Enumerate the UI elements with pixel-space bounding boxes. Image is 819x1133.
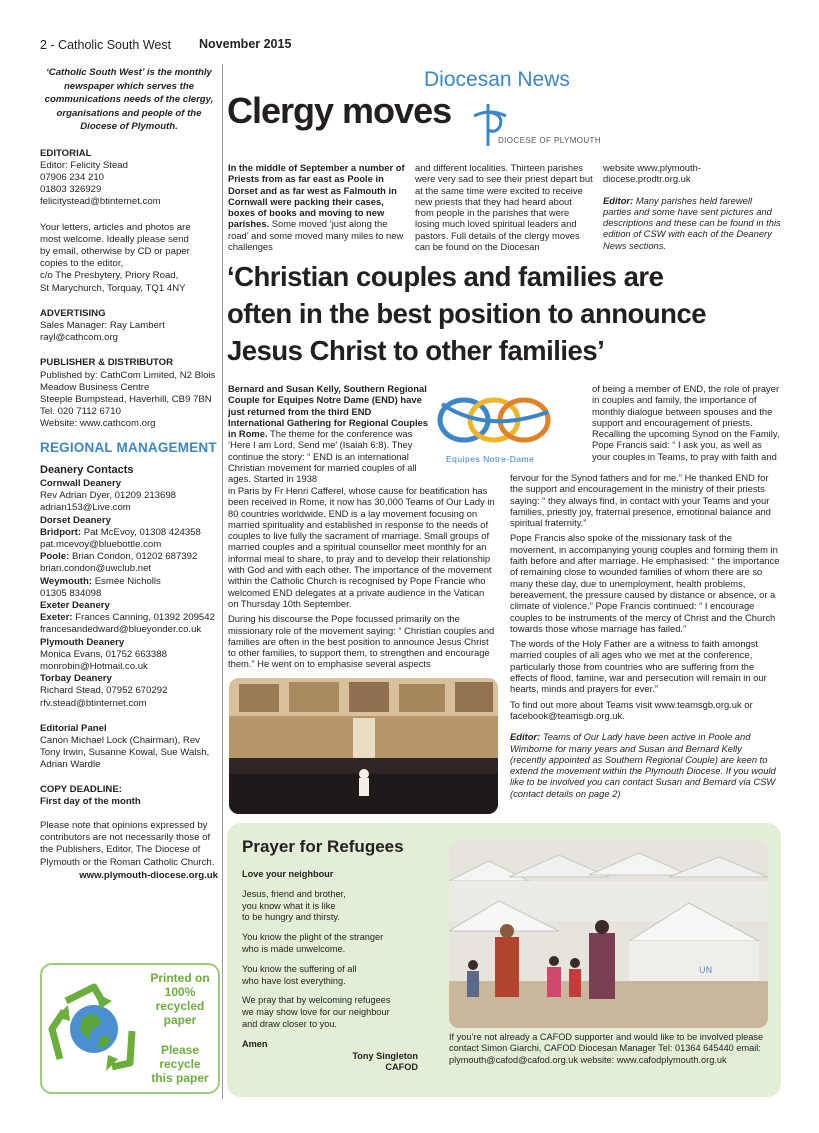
end-col-1-top: Bernard and Susan Kelly, Southern Regional Couple for Equipes Notre Dame (END) have just returned from the third END International Gathering for Regional Couples in Rome. The theme for the conference was ‘Here I am Lord, Send me’ (Isaiah 6:8). They continue the story: “ END is an international Christian movement for married couples of all ages. Started in 1938 bbox=[228, 383, 429, 485]
submissions-block: Your letters, articles and photos are most welcome. Ideally please send by email, otherwise by CD or paper copies to the editor, c/o The Presbytery, Priory Road, St Marychurch, Torquay, TQ1 4NY bbox=[40, 221, 191, 294]
advertising-block: ADVERTISING Sales Manager: Ray Lambert rayl@cathcom.org bbox=[40, 308, 218, 345]
end-col-2: fervour for the Synod fathers and for me.” He thanked END for the support and encouragement in the ministry of their priests saying: “ they always find, in contact with your Teams and your families, priestly joy, fraternal presence, emotional balance and spiritual fraternity.” Pope Francis also spoke of the missionary task of the movement, in accompanying young couples and forming them in faith before and after marriage. He emphasised: “ the importance of remaining close to wounded families of whom there are so many these day, due to unemployment, health problems, bereavement, the pressure caused by distance or absence, or a climate of violence.” Pope Francis continued: “ I encourage couples to be instruments of the mercy of Christ and the Church towards those whose marriage has failed.” The words of the Holy Father are a witness to faith amongst married couples of all ages who we met at the conference, particularly those from countries who are suffering from the effects of flood, famine, war and persecution will remain in our hearts, minds and prayers for ever.” To find out more about Teams visit www.teamsgb.org.uk or facebook@teamsgb.org.uk. Editor: Teams of Our Lady have been active in Poole and Wimborne for many years and Susan and Bernard Kelly (recently appointed as Southern Regional Couple) are keen to extend the movement within the Plymouth Diocese. If you would like to be involved you can contact Susan and Bernard via CSW (contact details on page 2) bbox=[510, 472, 780, 799]
editor-email[interactable]: felicitystead@btinternet.com bbox=[40, 196, 161, 208]
cafod-note: If you’re not already a CAFOD supporter and would like to be involved please contact Simon Giarchi, CAFOD Diocesan Manager Tel: 01364 645440 email: plymouth@cafod@cafod.org.uk website: www.cafodplymouth.org.uk bbox=[449, 1032, 764, 1065]
copy-deadline-block: COPY DEADLINE: First day of the month bbox=[40, 783, 141, 807]
column-divider bbox=[222, 64, 223, 1099]
diocese-logo-text: DIOCESE OF PLYMOUTH bbox=[498, 136, 602, 145]
regional-management-heading: REGIONAL MANAGEMENT bbox=[40, 439, 217, 455]
refugee-camp-illustration bbox=[449, 841, 768, 1028]
vatican-audience-photo bbox=[229, 678, 498, 814]
prayer-org: CAFOD bbox=[385, 1062, 418, 1073]
end-headline: ‘Christian couples and families are often in the best position to announce Jesus Christ to other families’ bbox=[227, 261, 707, 366]
editorial-block: EDITORIAL Editor: Felicity Stead 07906 234 210 01803 326929 felicitystead@btinternet.com bbox=[40, 148, 218, 209]
recycled-text: Printed on 100% recycled paper Please recycle this paper bbox=[150, 971, 210, 1085]
page-label: 2 - Catholic South West bbox=[40, 38, 172, 52]
equipes-logo-caption: Equipes Notre-Dame bbox=[446, 454, 535, 464]
disclaimer: Please note that opinions expressed by contributors are not necessarily those of the Publishers, Editor, The Diocese of Plymouth or the Roman Catholic Church. bbox=[40, 820, 215, 868]
recycled-paper-box bbox=[40, 963, 220, 1094]
editorial-panel-block: Editorial Panel Canon Michael Lock (Chairman), Rev Tony Irwin, Susanne Kowal, Sue Walsh, Adrian Wardle bbox=[40, 722, 210, 771]
sidebar-intro: ‘Catholic South West’ is the monthly newspaper which serves the communications needs of the clergy, organisations and people of the Diocese of Plymouth. bbox=[44, 67, 214, 132]
deanery-contacts-heading: Deanery Contacts bbox=[40, 463, 134, 476]
end-col-2-top: of being a member of END, the role of prayer in couples and family, the importance of monthly dialogue between spouses and the support and encouragement of priests. Recalling the upcoming Synod on the Family, Pope Francis said: “ I ask you, as well as your couples in Teams, to pray with faith and bbox=[592, 383, 780, 462]
prayer-author: Tony Singleton bbox=[352, 1050, 418, 1061]
publisher-website[interactable]: Website: www.cathcom.org bbox=[40, 418, 156, 430]
clergy-col-1: In the middle of September a number of Priests from as far east as Poole in Dorset and as far west as Falmouth in Cornwall were packing their cases, boxes of books and moving to new parishes. Some moved ‘just along the road’ and some moved many miles to new challenges bbox=[228, 162, 405, 253]
deanery-list: Cornwall Deanery Rev Adrian Dyer, 01209 213698 adrian153@Live.com Dorset Deanery Bridport: Pat McEvoy, 01308 424358 pat.mcevoy@bluebottle.com Poole: Brian Condon, 01202 687392 brian.condon@uwclub.net Weymouth: Esmée Nicholls 01305 834098 Exeter Deanery Exeter: Frances Canning, 01392 209542 francesandedward@blueyonder.co.uk Plymouth Deanery Monica Evans, 01752 663388 monrobin@Hotmail.co.uk Torbay Deanery Richard Stead, 07952 670292 rfv.stead@btinternet.com bbox=[40, 477, 215, 709]
prayer-text: Love your neighbour Jesus, friend and brother, you know what it is like to be hungry and thirsty. You know the plight of the stranger who is made unwelcome. You know the suffering of all who have lost everything. We pray that by welcoming refugees we may show love for our neighbour and draw closer to you. Amen Tony Singleton CAFOD bbox=[242, 869, 418, 1073]
diocese-website-link[interactable]: www.plymouth-diocese.org.uk bbox=[79, 869, 218, 881]
refugee-camp-photo bbox=[449, 841, 768, 1028]
clergy-col-3: website www.plymouth-diocese.prodtr.org.uk Editor: Many parishes held farewell parties and some have sent pictures and descriptions and these can be found in this edition of CSW with each of the Deanery News sections. bbox=[603, 162, 781, 251]
sidebar bbox=[40, 66, 218, 882]
end-col-1: in Paris by Fr Henri Cafferel, whose cause for beatification has been received in Rome, it now has 30,000 Teams of Our Lady in 80 countries worldwide. END is a lay movement focusing on married spirituality and established in response to the needs of couples to live fully the sacrament of marriage. Small groups of married couples and a spiritual counsellor meet monthly for an informal meal to share, to pray and to develop their relationship with God and with each other. The importance of the movement within the Catholic Church is recognised by Pope Francie who welcomed END delegates at a private audience in the Vatican on Thursday 10th September. During his discourse the Pope focussed primarily on the missionary role of the movement saying: “ Christian couples and families are often in the best position to announce Jesus Christ to other families, to support them, to strengthen and encourage them.” He went on to emphasise several aspects bbox=[228, 485, 495, 670]
recycle-icon bbox=[46, 979, 142, 1079]
equipes-notre-dame-logo-icon bbox=[436, 394, 554, 450]
tent-marking: UN bbox=[699, 966, 713, 976]
issue-date: November 2015 bbox=[199, 37, 292, 51]
section-title: Diocesan News bbox=[424, 68, 570, 91]
clergy-moves-title: Clergy moves bbox=[227, 90, 452, 131]
prayer-title: Prayer for Refugees bbox=[242, 837, 404, 856]
publisher-block: PUBLISHER & DISTRIBUTOR Published by: CathCom Limited, N2 Blois Meadow Business Centre Steeple Bumpstead, Haverhill, CB9 7BN Tel. 020 7112 6710 Website: www.cathcom.org bbox=[40, 357, 218, 430]
audience-hall-illustration bbox=[229, 678, 498, 814]
advertising-email[interactable]: rayl@cathcom.org bbox=[40, 332, 118, 344]
clergy-col-2: and different localities. Thirteen parishes were very sad to see their priest depart but at the same time were excited to receive new priests that they had heard about from people in the parishes that were losing much loved spiritual leaders and pastors. Full details of the clergy moves can be found on the Diocesan bbox=[415, 162, 593, 253]
